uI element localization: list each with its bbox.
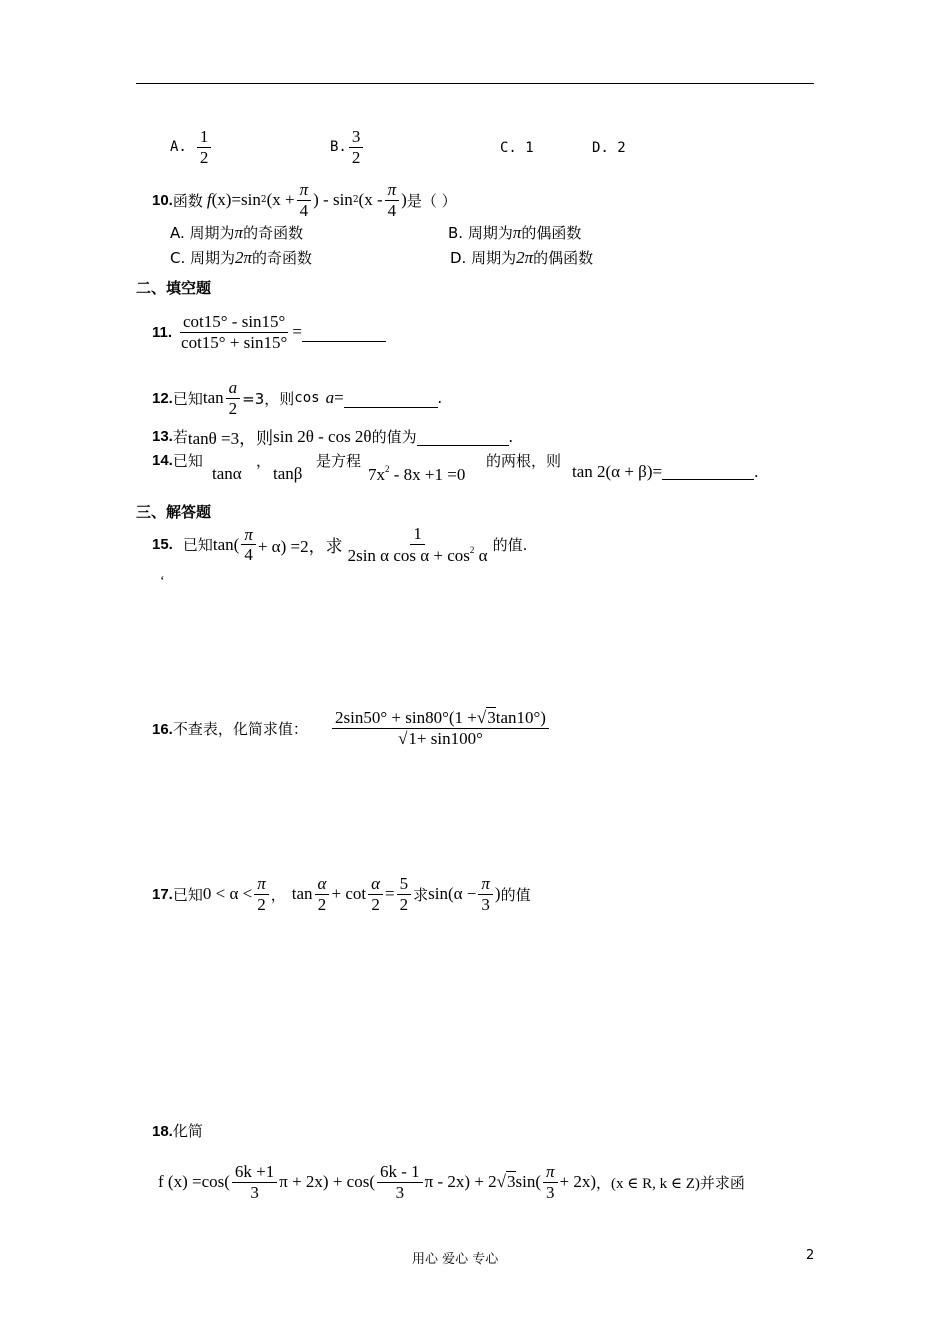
q17-frac-pi2: [254, 874, 269, 914]
q12-frac-num: a: [226, 378, 241, 399]
q11-denominator: cot15° + sin15°: [181, 332, 288, 352]
q18-lead-line: [152, 1120, 203, 1141]
q10-frac-2-den: 4: [387, 200, 397, 220]
q9-option-a-fraction: [197, 127, 212, 167]
q10-option-b-tail: 的偶函数: [521, 224, 582, 242]
q17-pi3-num: π: [478, 874, 493, 895]
q14-tan-alpha: tanα: [212, 464, 242, 483]
q18-frac-2-den: 3: [395, 1182, 405, 1202]
q15-den-b: α: [474, 545, 488, 565]
q11-eq: =: [292, 322, 302, 342]
q17-pi3-den: 3: [481, 894, 490, 914]
q17-pi2-den: 2: [257, 894, 266, 914]
q15-pi-fraction: [241, 525, 256, 565]
q16-lead-line: [152, 718, 308, 739]
q12-eq3: =3，则: [242, 389, 295, 408]
q17-lead: 已知: [172, 885, 203, 904]
q17-sin: sin(α −: [428, 884, 477, 904]
q12-number: 12.: [152, 389, 173, 407]
q10-option-b: [448, 222, 581, 243]
q10-paren-x: (x): [211, 190, 232, 210]
q13-expr: sin 2θ - cos 2θ: [273, 426, 372, 446]
q16-denominator: √1+ sin100°: [398, 728, 483, 748]
q17-close: ): [494, 884, 501, 904]
q9-option-d: D. 2: [592, 140, 626, 156]
q10-square-1: 2: [260, 195, 267, 206]
q12-lead: 已知: [172, 389, 203, 408]
q17-tail: 的值: [500, 885, 531, 904]
q10-frac-1-den: 4: [299, 200, 309, 220]
q13-number: 13.: [152, 428, 173, 445]
q17-pi2-num: π: [254, 874, 269, 895]
section-fill-in-heading: 二、填空题: [136, 279, 212, 297]
q15-tail1: + α) =2，求: [257, 537, 343, 557]
q15-main-den: [345, 545, 491, 566]
q17-ineq: 0 < α <: [202, 884, 253, 904]
q15-den-square: 2: [469, 544, 475, 555]
q10-option-c-tail: 的奇函数: [252, 249, 313, 267]
q18-frac-1: [232, 1162, 277, 1202]
q15-tail2: 的值.: [492, 536, 528, 555]
q12-alpha: a: [325, 388, 335, 408]
footer-motto: 用心 爱心 专心: [412, 1252, 499, 1267]
q14-equation: [368, 464, 465, 485]
q13: [152, 424, 513, 449]
q17-frac-52: [397, 874, 412, 914]
q16-lead: 不查表，化简求值：: [172, 720, 308, 738]
q15-pi-den: 4: [244, 545, 253, 565]
q17-a2-1-den: 2: [317, 894, 327, 914]
q13-lead: 若: [172, 428, 188, 446]
q16-numerator: [332, 708, 549, 729]
q18-pi3-den: 3: [546, 1182, 555, 1202]
q11: [152, 312, 386, 352]
q12-eq: =: [334, 388, 344, 408]
q17-a2-2-den: 2: [371, 894, 380, 914]
q12-answer-blank[interactable]: [344, 389, 438, 408]
q12-end: .: [437, 388, 442, 408]
q17-number: 17.: [152, 885, 173, 903]
q16-fraction-wrap: [330, 708, 551, 748]
q11-fraction: [178, 312, 290, 352]
q16-fraction: [332, 708, 549, 748]
q10-part1: (x +: [266, 190, 295, 210]
q14-answer-blank[interactable]: [662, 465, 754, 480]
q18-condition: ，(x ∈ R, k ∈ Z): [596, 1175, 700, 1192]
q12-fraction: [226, 378, 241, 418]
q10-frac-1-num: π: [297, 180, 312, 201]
q17: [152, 874, 531, 914]
q9-option-a: [170, 127, 213, 167]
q17-a2-1-num: α: [315, 874, 330, 895]
header-rule: [136, 83, 814, 84]
q12: [152, 378, 442, 418]
q14-eq: =: [652, 462, 663, 481]
q10-option-c: [170, 247, 312, 268]
q11-answer-blank[interactable]: [302, 323, 386, 342]
q18-frac-1-num: 6k +1: [232, 1162, 277, 1183]
q9-option-a-num: 1: [197, 127, 212, 148]
stray-quote-mark: ‘: [160, 574, 165, 589]
q10-option-c-label: C. 周期为: [170, 249, 236, 267]
q18-tail: 并求函: [699, 1173, 745, 1192]
q10-frac-2-num: π: [385, 180, 400, 201]
q17-frac-pi3: [478, 874, 493, 914]
q11-number: 11.: [152, 323, 173, 341]
q18-frac-1-den: 3: [250, 1182, 259, 1202]
q14-eqn-b: - 8x +1 =0: [389, 465, 466, 484]
q10-frac-1: [297, 180, 312, 220]
q18-pi3-num: π: [543, 1162, 558, 1183]
q9-option-b-label: B.: [330, 139, 347, 156]
q17-ask: 求: [413, 885, 429, 904]
q17-52-den: 2: [399, 894, 409, 914]
q10-fx: f: [206, 190, 212, 210]
q13-tan: tanθ =3，则: [187, 429, 274, 448]
q18-frac-pi3: [543, 1162, 558, 1202]
q10-option-d-tail: 的偶函数: [533, 249, 594, 267]
q10-option-d-label: D. 周期为: [450, 249, 517, 267]
q18-mid3: sin(: [515, 1172, 542, 1192]
q10-lead: 函数: [172, 191, 203, 210]
q17-frac-a2-1: [315, 874, 330, 914]
q17-a2-2-num: α: [368, 874, 383, 895]
q10-option-a-label: A. 周期为: [170, 224, 235, 242]
q9-option-a-den: 2: [199, 147, 209, 167]
q16-radicand-den: 1+ sin100°: [408, 728, 483, 748]
q14-number: 14.: [152, 452, 173, 469]
q15-pi-num: π: [241, 525, 256, 546]
q10-option-b-label: B. 周期为: [448, 224, 513, 242]
q17-frac-a2-2: [368, 874, 383, 914]
q10-number: 10.: [152, 191, 173, 209]
q14-answer: [572, 462, 758, 482]
q9-option-b-den: 2: [351, 147, 361, 167]
q18-fx: f (x) =cos(: [158, 1172, 230, 1192]
q10-option-c-2pi: 2π: [235, 248, 253, 267]
q13-end: .: [508, 426, 513, 446]
q12-cos: cos: [294, 390, 320, 407]
q17-plus-cot: + cot: [331, 884, 367, 904]
q18-formula: [158, 1162, 745, 1202]
q14-eqn-square: 2: [385, 464, 390, 474]
q9-option-b: [330, 127, 365, 167]
q10-option-d: [450, 247, 593, 268]
q15-tan: tan(: [212, 534, 240, 554]
q18-radicand: 3: [507, 1172, 516, 1192]
q15-main-fraction: [345, 524, 491, 565]
q18-number: 18.: [152, 1123, 173, 1140]
q16-number: 16.: [152, 721, 173, 738]
q17-52-num: 5: [397, 874, 412, 895]
q15-number: 15.: [152, 536, 173, 554]
q17-tan: tan: [291, 884, 313, 904]
q13-tail: 的值为: [371, 428, 417, 446]
q15-main-num: 1: [410, 524, 425, 545]
page-number: 2: [806, 1248, 815, 1263]
q10-option-d-2pi: 2π: [516, 248, 534, 267]
q10-frac-2: [385, 180, 400, 220]
q14-expr: tan 2(α + β): [572, 462, 653, 481]
q16-num-a: 2sin50° + sin80°(1 +: [335, 708, 477, 727]
q12-frac-den: 2: [228, 398, 238, 418]
q15-lead: 已知: [182, 536, 213, 555]
q10-option-a-tail: 的奇函数: [243, 224, 304, 242]
q14: [152, 450, 203, 471]
q18-sqrt: √3: [496, 1172, 516, 1192]
q10-option-a-pi: π: [234, 223, 244, 242]
q10-square-2: 2: [352, 195, 359, 206]
q18-frac-2-num: 6k - 1: [377, 1162, 423, 1183]
q9-option-b-fraction: [349, 127, 364, 167]
q16-num-b: tan10°): [495, 708, 546, 727]
q10-close-minus: ) - sin: [313, 190, 353, 210]
q14-end: .: [754, 462, 759, 481]
q10-stem: [152, 180, 457, 220]
q18-frac-2: [377, 1162, 423, 1202]
q10-close: ): [401, 190, 407, 210]
q14-eqn-a: 7x: [368, 465, 385, 484]
q14-tan-beta: tanβ: [273, 464, 303, 483]
q17-comma: ，: [270, 885, 286, 904]
q18-mid2: π - 2x) + 2: [424, 1172, 497, 1192]
q9-option-b-num: 3: [349, 127, 364, 148]
q14-comma: ，: [256, 452, 272, 470]
q14-mid: 是方程: [316, 452, 362, 470]
q10-part2: (x -: [358, 190, 383, 210]
q10-option-b-pi: π: [512, 223, 522, 242]
q14-tail: 的两根，则: [486, 452, 562, 470]
q17-eq: =: [385, 884, 395, 904]
q18-mid4: + 2x): [559, 1172, 597, 1192]
section-solve-heading: 三、解答题: [136, 503, 212, 521]
q15-den-a: 2sin α cos α + cos: [347, 545, 470, 565]
q9-option-c: C. 1: [500, 140, 534, 156]
q16-radicand-3: 3: [487, 708, 496, 727]
q9-option-a-label: A.: [170, 139, 187, 156]
q15: [152, 524, 527, 565]
q18-mid1: π + 2x) + cos(: [279, 1172, 375, 1192]
q10-tail: 是（ ）: [406, 191, 457, 210]
q14-lead: 已知: [172, 452, 203, 470]
q11-numerator: cot15° - sin15°: [180, 312, 288, 333]
q10-option-a: [170, 222, 303, 243]
q16-sqrt-3: √3: [476, 708, 496, 727]
q10-eq-sin: =sin: [231, 190, 261, 210]
q18-lead: 化简: [172, 1122, 203, 1140]
q12-tan: tan: [202, 388, 224, 408]
q13-answer-blank[interactable]: [417, 427, 509, 446]
